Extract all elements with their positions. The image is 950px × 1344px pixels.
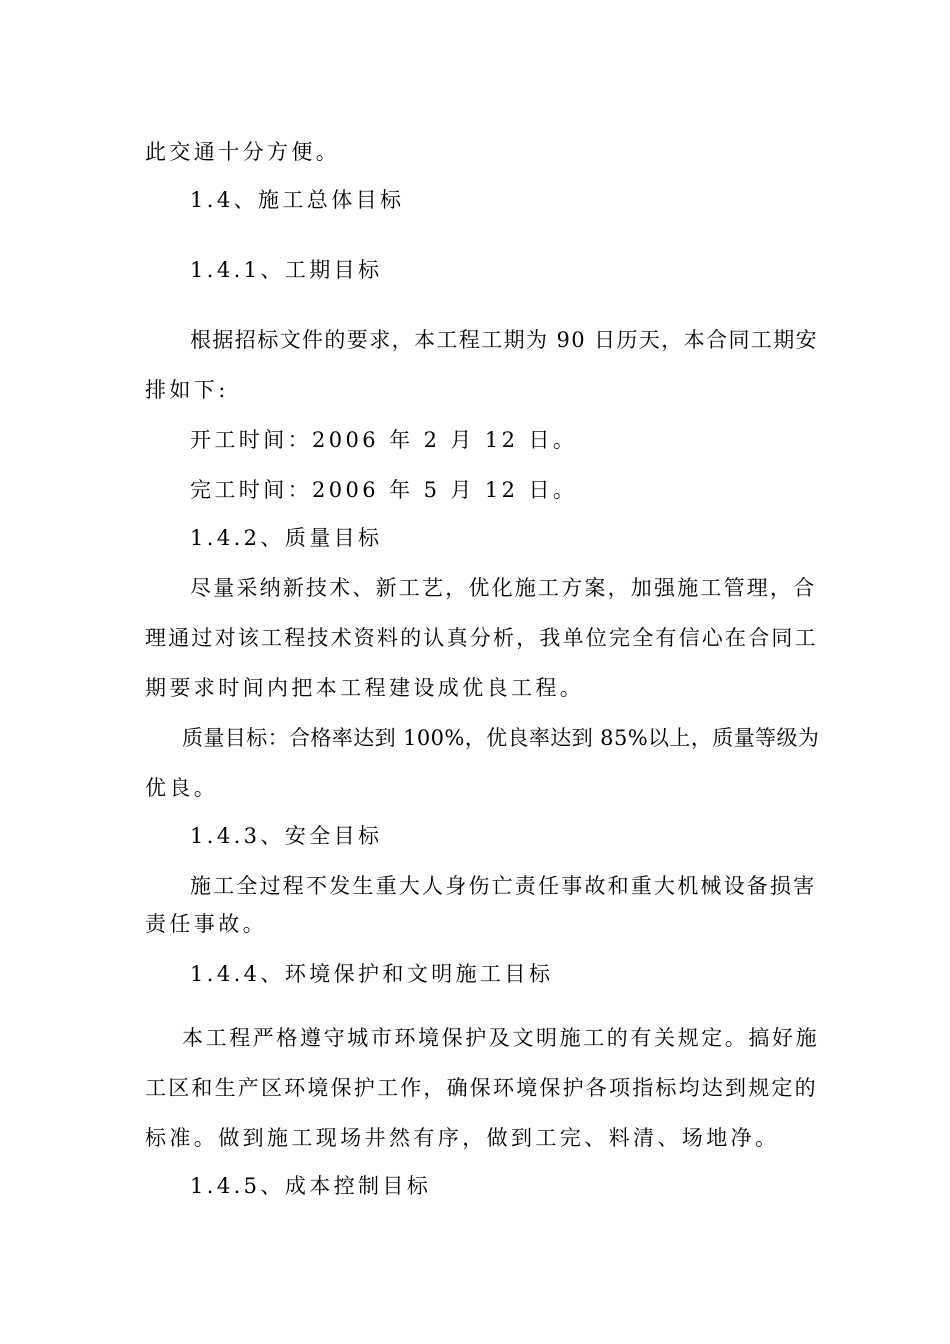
- subsection-heading-1-4-3: 1.4.3、安全目标: [190, 824, 383, 848]
- paragraph-continuation: 此交通十分方便。: [145, 140, 341, 164]
- start-date-line: 开工时间：2006 年 2 月 12 日。: [190, 428, 578, 452]
- quality-paragraph-line-1: 尽量采纳新技术、新工艺，优化施工方案，加强施工管理，合: [190, 576, 817, 600]
- environment-paragraph-line-1: 本工程严格遵守城市环境保护及文明施工的有关规定。搞好施: [182, 1026, 820, 1050]
- quality-paragraph-line-3: 期要求时间内把本工程建设成优良工程。: [145, 676, 585, 700]
- subsection-heading-1-4-2: 1.4.2、质量目标: [190, 526, 383, 550]
- schedule-paragraph-line-1: 根据招标文件的要求，本工程工期为 90 日历天，本合同工期安: [190, 328, 819, 352]
- subsection-heading-1-4-1: 1.4.1、工期目标: [190, 258, 383, 282]
- section-heading-1-4: 1.4、施工总体目标: [190, 188, 405, 212]
- quality-paragraph-line-2: 理通过对该工程技术资料的认真分析，我单位完全有信心在合同工: [145, 626, 818, 650]
- subsection-heading-1-4-4: 1.4.4、环境保护和文明施工目标: [190, 962, 554, 986]
- quality-target-line-1: 质量目标：合格率达到 100%，优良率达到 85%以上，质量等级为: [182, 726, 820, 750]
- safety-paragraph-line-1: 施工全过程不发生重大人身伤亡责任事故和重大机械设备损害: [190, 874, 817, 898]
- subsection-heading-1-4-5: 1.4.5、成本控制目标: [190, 1174, 432, 1198]
- environment-paragraph-line-2: 工区和生产区环境保护工作，确保环境保护各项指标均达到规定的: [145, 1076, 818, 1100]
- end-date-line: 完工时间：2006 年 5 月 12 日。: [190, 478, 578, 502]
- safety-paragraph-line-2: 责任事故。: [145, 912, 267, 936]
- environment-paragraph-line-3: 标准。做到施工现场井然有序，做到工完、料清、场地净。: [145, 1126, 780, 1150]
- schedule-paragraph-line-2: 排如下:: [145, 378, 229, 402]
- quality-target-line-2: 优良。: [145, 776, 219, 800]
